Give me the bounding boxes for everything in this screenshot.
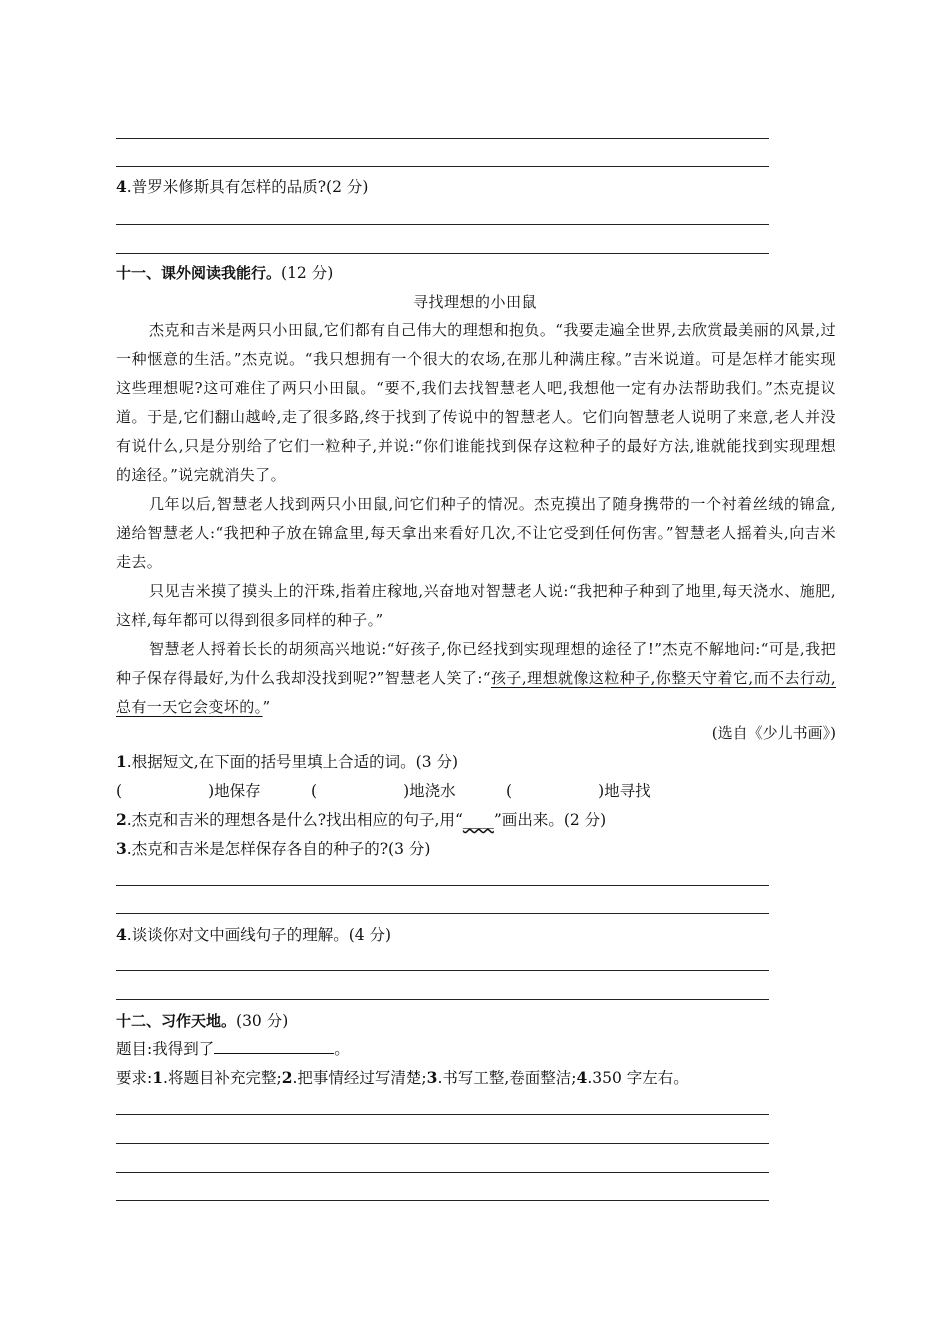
question-number: 1 xyxy=(116,752,127,771)
bracket-open: ( xyxy=(116,782,123,800)
bracket-open: ( xyxy=(506,782,513,800)
story-text: 智慧老人捋着长长的胡须高兴地说:“好孩子,你已经找到实现理想的途径了!”杰克不解地问:“可是,我把种子保存得最好,为什么我却没找到呢?”智慧老人笑了:“ xyxy=(116,640,836,687)
fill-blank-1[interactable] xyxy=(116,780,261,802)
writing-line[interactable] xyxy=(116,1114,769,1115)
section-title: 十一、课外阅读我能行。 xyxy=(116,264,282,282)
blank-suffix: )地寻找 xyxy=(598,782,651,800)
question-number: 4 xyxy=(116,925,127,944)
topic-end: 。 xyxy=(334,1040,350,1058)
blank-suffix: )地浇水 xyxy=(403,782,456,800)
bracket-open: ( xyxy=(311,782,318,800)
req-number: 4 xyxy=(576,1068,588,1087)
question-text: .根据短文,在下面的括号里填上合适的词。(3 分) xyxy=(126,753,459,771)
story-text: ” xyxy=(262,698,271,716)
answer-line[interactable] xyxy=(116,970,769,971)
question-text: .杰克和吉米是怎样保存各自的种子的?(3 分) xyxy=(126,840,431,858)
underlined-sentence: 孩子,理想就像这粒种子,你整天守着它,而不去行动,总有一天它会变坏的。 xyxy=(116,669,836,716)
answer-line[interactable] xyxy=(116,913,769,914)
answer-line xyxy=(116,166,769,167)
section-title: 十二、习作天地。 xyxy=(116,1012,237,1030)
answer-line[interactable] xyxy=(116,999,769,1000)
req-text: .书写工整,卷面整洁; xyxy=(437,1069,577,1087)
source-citation: (选自《少儿书画》) xyxy=(711,724,836,742)
question-text: .谈谈你对文中画线句子的理解。(4 分) xyxy=(126,926,392,944)
question-1 xyxy=(116,751,458,773)
topic-label: 题目:我得到了 xyxy=(116,1040,215,1058)
question-text: .普罗米修斯具有怎样的品质?(2 分) xyxy=(126,178,369,196)
fill-blank-3[interactable] xyxy=(506,780,651,802)
writing-line[interactable] xyxy=(116,1143,769,1144)
writing-line[interactable] xyxy=(116,1172,769,1173)
req-number: 1 xyxy=(152,1068,164,1087)
question-4 xyxy=(116,924,391,946)
req-text: .350 字左右。 xyxy=(587,1069,689,1087)
essay-topic xyxy=(116,1038,350,1060)
requirements-label: 要求: xyxy=(116,1069,153,1087)
section-score: (30 分) xyxy=(236,1012,289,1030)
question-2 xyxy=(116,809,606,831)
essay-requirements xyxy=(116,1067,689,1089)
section-12-heading xyxy=(116,1010,288,1032)
wavy-line-mark: ____ xyxy=(462,811,494,829)
answer-line xyxy=(116,253,769,254)
req-text: .把事情经过写清楚; xyxy=(292,1069,427,1087)
req-number: 3 xyxy=(426,1068,438,1087)
answer-line xyxy=(116,138,769,139)
req-text: .将题目补充完整; xyxy=(163,1069,282,1087)
question-3 xyxy=(116,838,430,860)
blank-suffix: )地保存 xyxy=(208,782,261,800)
answer-line[interactable] xyxy=(116,885,769,886)
story-paragraph xyxy=(116,635,836,722)
question-number: 4 xyxy=(116,177,127,196)
question-text: .杰克和吉米的理想各是什么?找出相应的句子,用“ xyxy=(126,811,463,829)
answer-line xyxy=(116,224,769,225)
section-11-heading xyxy=(116,262,333,284)
story-paragraph: 只见吉米摸了摸头上的汗珠,指着庄稼地,兴奋地对智慧老人说:“我把种子种到了地里,每天浇水、施肥,这样,每年都可以得到很多同样的种子。” xyxy=(116,582,836,629)
story-paragraph: 几年以后,智慧老人找到两只小田鼠,问它们种子的情况。杰克摸出了随身携带的一个衬着丝绒的锦盒,递给智慧老人:“我把种子放在锦盒里,每天拿出来看好几次,不让它受到任何伤害。”智慧老人摇着头,向吉米走去。 xyxy=(116,495,836,571)
topic-blank[interactable] xyxy=(214,1039,334,1054)
fill-blank-2[interactable] xyxy=(311,780,456,802)
story-body xyxy=(116,316,836,722)
section-score: (12 分) xyxy=(281,264,334,282)
req-number: 2 xyxy=(281,1068,293,1087)
question-number: 3 xyxy=(116,839,127,858)
question-number: 2 xyxy=(116,810,127,829)
writing-line[interactable] xyxy=(116,1200,769,1201)
story-paragraph: 杰克和吉米是两只小田鼠,它们都有自己伟大的理想和抱负。“我要走遍全世界,去欣赏最美丽的风景,过一种惬意的生活。”杰克说。“我只想拥有一个很大的农场,在那儿种满庄稼。”吉米说道。可是怎样才能实现这些理想呢?这可难住了两只小田鼠。“要不,我们去找智慧老人吧,我想他一定有办法帮助我们。”杰克提议道。于是,它们翻山越岭,走了很多路,终于找到了传说中的智慧老人。它们向智慧老人说明了来意,老人并没有说什么,只是分别给了它们一粒种子,并说:“你们谁能找到保存这粒种子的最好方法,谁就能找到实现理想的途径。”说完就消失了。 xyxy=(116,321,836,484)
question-prev-4 xyxy=(116,176,368,198)
story-title: 寻找理想的小田鼠 xyxy=(412,293,537,311)
question-text: ”画出来。(2 分) xyxy=(493,811,607,829)
